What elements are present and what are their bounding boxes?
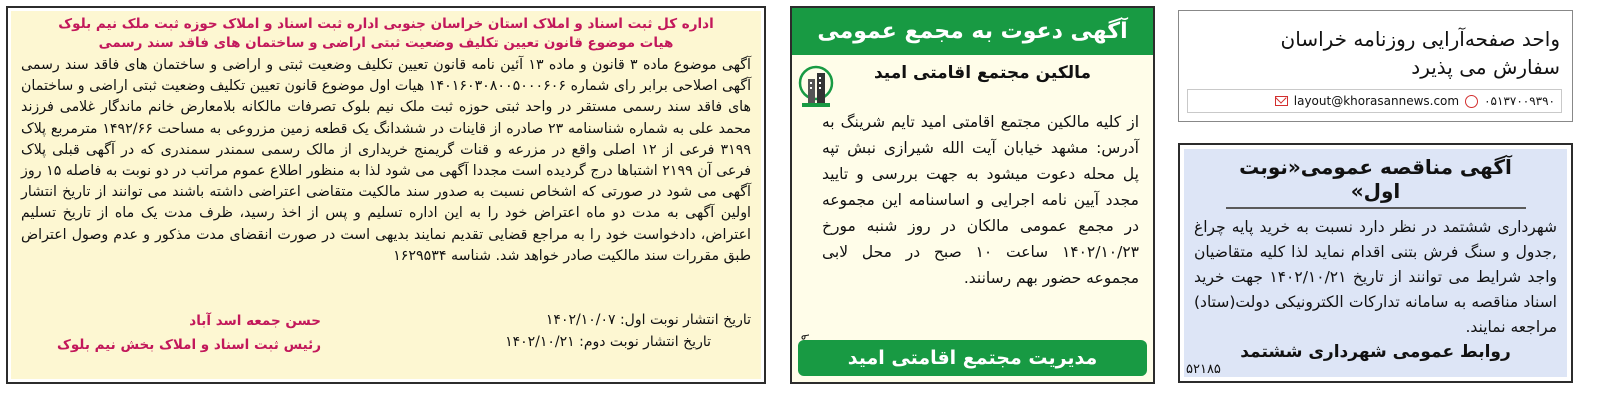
registry-body-text: آگهی موضوع ماده ۳ قانون و ماده ۱۳ آئین نامه قانون تعیین تکلیف وضعیت ثبتی و اراضی و ساختمان های فاقد سند رسمی آگهی اصلاحی برابر رای شماره ۱۴۰۱۶۰۳۰۸۰۰۵۰۰۰۶۰۶ هیات اول موضوع قانون تعیین تکلیف وضعیت ثبتی اراضی و ساختمان های فاقد سند رسمی مستقر در واحد ثبتی حوزه ثبت ملک نیم بلوک تصرفات مالکانه بلامعارض خانم ماندگار غلامی فرزند محمد علی به شماره شناسنامه ۲۳ صادره از قاینات در ششدانگ یک قطعه زمین مزروعی به مساحت ۱۴۹۲/۶۶ مترمربع پلاک ۳۱۹۹ فرعی از ۱۲ اصلی واقع در مزرعه و قنات گریمنج خریداری از مالک رسمی سمندر سمندری که در آگهی قبلی پلاک فرعی آن ۲۱۹۹ اشتباها درج گردیده است مجددا آگهی می شود لذا به منظور اطلاع عموم مراتب در دو نوبت به فاصله ۱۵ روز آگهی می شود در صورتی که اشخاص نسبت به صدور سند مالکیت متقاضی اعتراضی داشته باشند می توانند از تاریخ انتشار اولین آگهی به مدت دو ماه اعتراض خود را به این اداره تسلیم و پس از اخذ رسید، ظرف مدت یک ماه از تاریخ تسلیم اعتراض، دادخواست خود را به مراجع قضایی تقدیم نمایند بدیهی است در صورت انقضای مدت مذکور و عدم وصول اعتراض طبق مقررات سند مالکیت صادر خواهد شد. شناسه ۱۶۲۹۵۳۴ — [21, 57, 752, 264]
registry-date-first: تاریخ انتشار نوبت اول: ۱۴۰۲/۱۰/۰۷ — [545, 312, 751, 328]
registry-dates — [311, 309, 751, 353]
assembly-invitation-ad — [790, 6, 1155, 384]
registry-signer-name: حسن جمعه اسد آباد — [189, 313, 321, 329]
tender-notice-panel — [1184, 149, 1567, 377]
registry-signature-area — [21, 309, 751, 371]
building-logo-icon — [798, 61, 834, 111]
registry-signer — [21, 309, 321, 357]
layout-line2: سفارش می پذیرد — [1411, 55, 1560, 79]
layout-email[interactable]: layout@khorasannews.com — [1293, 94, 1460, 108]
registry-notice-panel — [11, 11, 761, 379]
registry-signer-title: رئیس ثبت اسناد و املاک بخش نیم بلوک — [57, 337, 321, 353]
mail-icon — [1275, 96, 1288, 106]
assembly-footer: مدیریت مجتمع اقامتی امید — [798, 340, 1147, 376]
registry-heading-line2: هیات موضوع قانون تعیین تکلیف وضعیت ثبتی اراضی و ساختمان های فاقد سند رسمی — [98, 35, 674, 51]
assembly-subtitle: مالکین مجتمع اقامتی امید — [873, 63, 1091, 83]
tender-body-text: شهرداری ششتمد در نظر دارد نسبت به خرید پایه چراغ ,جدول و سنگ فرش بتنی اقدام نماید لذا کلیه متقاضیان واجد شرایط می توانند از تاریخ ۱۴۰۲/۱۰/۲۱ جهت خرید اسناد مناقصه به سامانه تدارکات الکترونیکی دولت(ستاد) مراجعه نمایند. — [1194, 218, 1557, 336]
tender-code: ۵۲۱۸۵ — [1186, 362, 1221, 377]
registry-date-second: تاریخ انتشار نوبت دوم: ۱۴۰۲/۱۰/۲۱ — [505, 334, 711, 350]
layout-service-ad — [1178, 10, 1573, 122]
assembly-header: آگهی دعوت به مجمع عمومی — [792, 8, 1153, 55]
registry-heading-line1: اداره کل ثبت اسناد و املاک استان خراسان جنوبی اداره ثبت اسناد و املاک حوزه ثبت ملک نیم بلوک — [58, 16, 714, 32]
phone-icon — [1465, 95, 1478, 108]
tender-signature: روابط عمومی شهرداری ششتمد — [1240, 342, 1511, 362]
layout-contact-bar — [1187, 89, 1562, 113]
layout-phone[interactable]: ۰۵۱۳۷۰۰۹۳۹۰ — [1484, 94, 1555, 108]
layout-line1: واحد صفحه‌آرایی روزنامه خراسان — [1280, 27, 1560, 51]
assembly-body-text: از کلیه مالکین مجتمع اقامتی امید تایم شرینگ به آدرس: مشهد خیابان آیت الله شیرازی نبش تپه پل محله دعوت میشود به جهت بررسی و تایید مجدد آیین نامه اجرایی و اساسنامه این مجموعه در مجمع عمومی مالکان در روز شنبه مورخ ۱۴۰۲/۱۰/۲۳ ساعت ۱۰ صبح در محل لابی مجموعه حضور بهم رسانند. — [822, 113, 1139, 287]
tender-notice-ad — [1178, 143, 1573, 383]
assembly-subheader — [792, 55, 1153, 93]
tender-title: آگهی مناقصه عمومی«نوبت اول» — [1226, 155, 1526, 209]
registry-notice-ad — [6, 6, 766, 384]
